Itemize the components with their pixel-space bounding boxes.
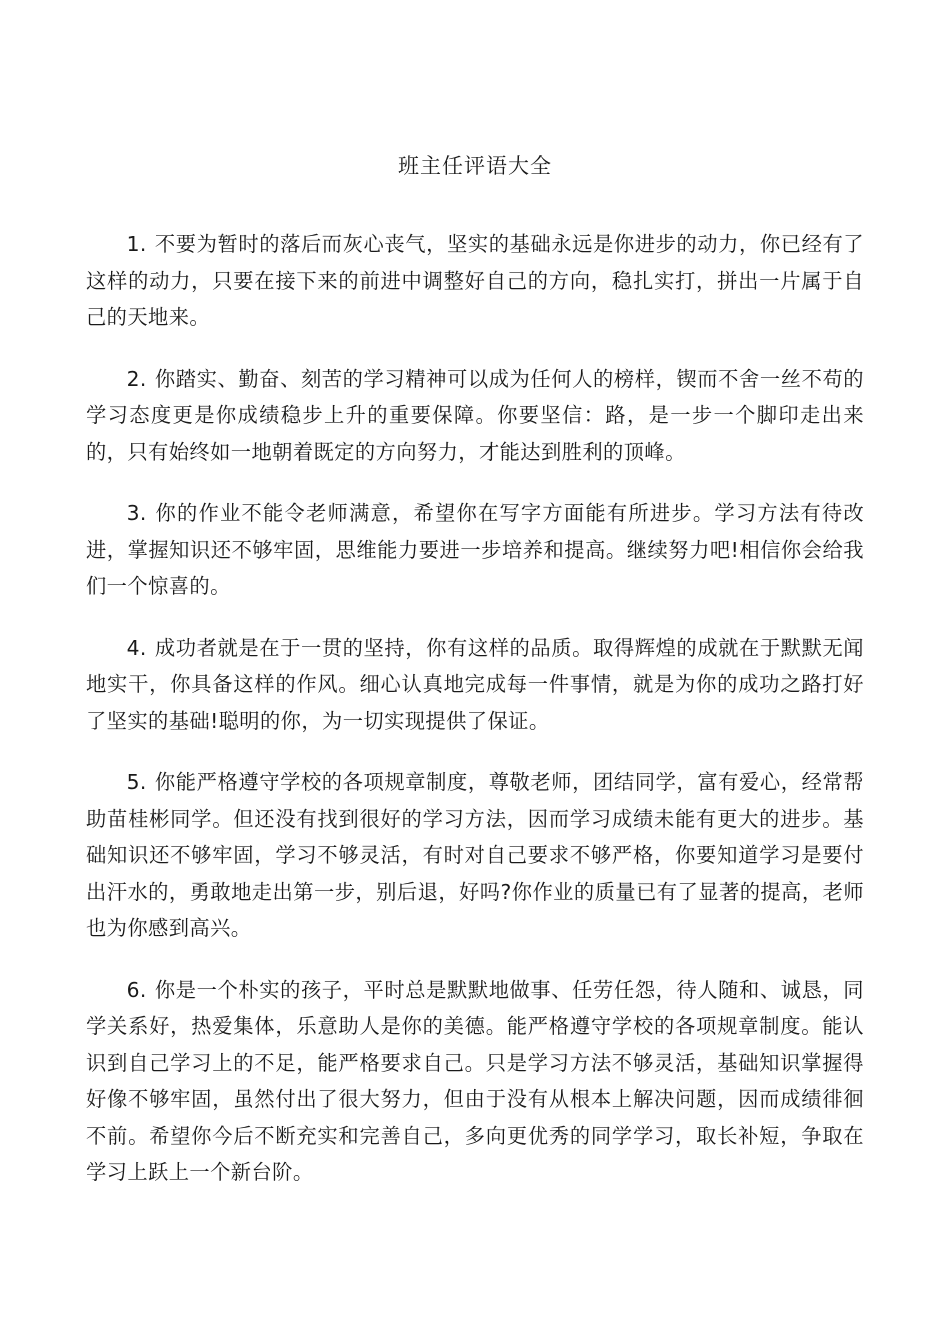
paragraph-number: 5. (126, 770, 147, 794)
comment-paragraph (86, 972, 864, 1191)
paragraph-text: 你的作业不能令老师满意，希望你在写字方面能有所进步。学习方法有待改进，掌握知识还不够牢固，思维能力要进一步培养和提高。继续努力吧!相信你会给我们一个惊喜的。 (86, 501, 864, 598)
document-body (86, 226, 864, 1216)
comment-paragraph (86, 226, 864, 336)
paragraph-number: 2. (126, 366, 147, 391)
comment-paragraph (86, 495, 864, 605)
paragraph-text: 你是一个朴实的孩子，平时总是默默地做事、任劳任怨，待人随和、诚恳，同学关系好，热爱集体，乐意助人是你的美德。能严格遵守学校的各项规章制度。能认识到自己学习上的不足，能严格要求自己。只是学习方法不够灵活，基础知识掌握得好像不够牢固，虽然付出了很大努力，但由于没有从根本上解决问题，因而成绩徘徊不前。希望你今后不断充实和完善自己，多向更优秀的同学学习，取长补短，争取在学习上跃上一个新台阶。 (86, 977, 864, 1184)
paragraph-number: 1. (126, 232, 147, 256)
document-title: 班主任评语大全 (398, 154, 552, 178)
paragraph-text: 成功者就是在于一贯的坚持，你有这样的品质。取得辉煌的成就在于默默无闻地实干，你具备这样的作风。细心认真地完成每一件事情，就是为你的成功之路打好了坚实的基础!聪明的你，为一切实现提供了保证。 (86, 635, 864, 733)
paragraph-number: 3. (126, 501, 147, 525)
comment-paragraph (86, 764, 864, 947)
paragraph-text: 你能严格遵守学校的各项规章制度，尊敬老师，团结同学，富有爱心，经常帮助苗桂彬同学。但还没有找到很好的学习方法，因而学习成绩未能有更大的进步。基础知识还不够牢固，学习不够灵活，有时对自己要求不够严格，你要知道学习是要付出汗水的，勇敢地走出第一步，别后退，好吗?你作业的质量已有了显著的提高，老师也为你感到高兴。 (86, 770, 864, 940)
paragraph-number: 4. (126, 635, 147, 660)
paragraph-text: 不要为暂时的落后而灰心丧气，坚实的基础永远是你进步的动力，你已经有了这样的动力，只要在接下来的前进中调整好自己的方向，稳扎实打，拼出一片属于自己的天地来。 (86, 232, 864, 329)
paragraph-number: 6. (126, 977, 147, 1002)
paragraph-text: 你踏实、勤奋、刻苦的学习精神可以成为任何人的榜样，锲而不舍一丝不苟的学习态度更是你成绩稳步上升的重要保障。你要坚信：路，是一步一个脚印走出来的，只有始终如一地朝着既定的方向努力，才能达到胜利的顶峰。 (86, 366, 864, 464)
comment-paragraph (86, 361, 864, 471)
comment-paragraph (86, 630, 864, 740)
